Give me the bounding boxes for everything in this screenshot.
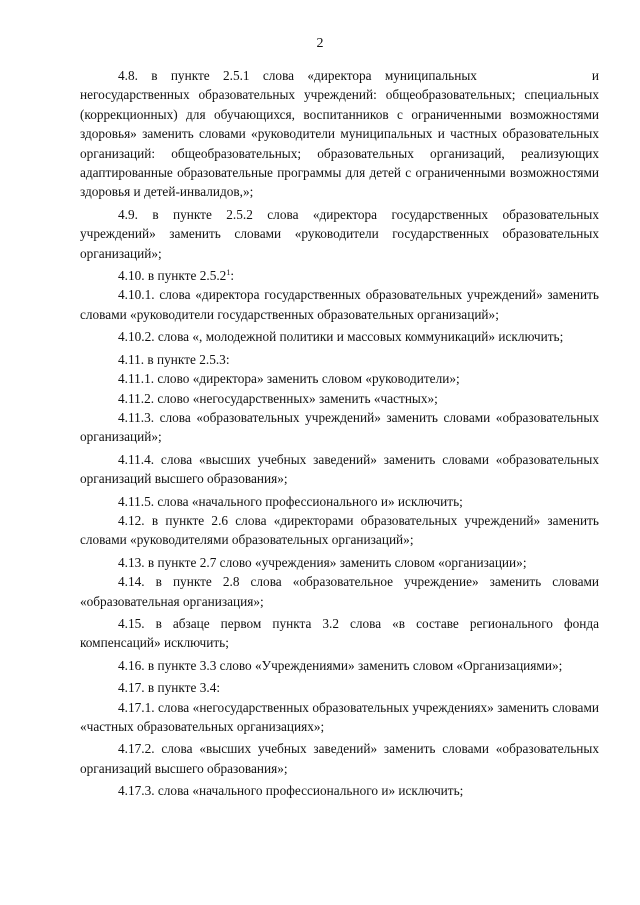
paragraph-4-11-1: 4.11.1. слово «директора» заменить словом «руководители»; [118, 371, 460, 387]
paragraph-4-10-1: 4.10.1. слова «директора государственных образовательных учреждений» заменить словами «руководители государственных образовательных организаций»; [80, 287, 599, 322]
page-number: 2 [316, 36, 324, 51]
paragraph-4-12: 4.12. в пункте 2.6 слова «директорами образовательных учреждений» заменить словами «руководителями образовательных организаций»; [80, 512, 599, 548]
paragraph-4-17-3: 4.17.3. слова «начального профессионального и» исключить; [118, 783, 464, 799]
document-body [80, 66, 599, 801]
paragraph-4-8: 4.8. в пункте 2.5.1 слова «директора муниципальных и негосударственных образовательных учреждений: общеобразовательных; специальных (коррекционных) для обучающихся, воспитанников с ограниченными возможностями здоровья» заменить словами «руководители муниципальных и частных образовательных организаций: общеобразовательных; образовательных организаций, реализующих адаптированные образовательные программы для детей с ограниченными возможностями здоровья и детей-инвалидов,»; [80, 68, 599, 200]
paragraph-4-11-3: 4.11.3. слова «образовательных учреждений» заменить словами «образовательных организаций»; [80, 409, 599, 445]
superscript-one: 1 [226, 268, 231, 278]
paragraph-4-10-2: 4.10.2. слова «, молодежной политики и массовых коммуникаций» исключить; [118, 329, 564, 345]
paragraph-4-11-2: 4.11.2. слово «негосударственных» заменить «частных»; [118, 390, 438, 406]
paragraph-4-17-2: 4.17.2. слова «высших учебных заведений» заменить словами «образовательных организаций высшего образования»; [80, 741, 599, 776]
paragraph-4-14: 4.14. в пункте 2.8 слова «образовательное учреждение» заменить словами «образовательная организация»; [80, 574, 599, 609]
paragraph-4-16: 4.16. в пункте 3.3 слово «Учреждениями» заменить словом «Организациями»; [118, 657, 563, 673]
paragraph-4-11: 4.11. в пункте 2.5.3: [118, 351, 230, 367]
paragraph-4-9: 4.9. в пункте 2.5.2 слова «директора государственных образовательных учреждений» заменить словами «руководители государственных образовательных организаций»; [80, 206, 599, 261]
paragraph-4-17-1: 4.17.1. слова «негосударственных образовательных учреждениях» заменить словами «частных образовательных организациях»; [80, 699, 599, 734]
paragraph-4-17: 4.17. в пункте 3.4: [118, 680, 221, 696]
paragraph-4-15: 4.15. в абзаце первом пункта 3.2 слова «в составе регионального фонда компенсаций» исключить; [80, 615, 599, 651]
paragraph-4-13: 4.13. в пункте 2.7 слово «учреждения» заменить словом «организации»; [118, 554, 527, 570]
paragraph-4-11-4: 4.11.4. слова «высших учебных заведений» заменить словами «образовательных организаций высшего образования»; [80, 451, 599, 487]
paragraph-4-11-5: 4.11.5. слова «начального профессионального и» исключить; [118, 493, 463, 509]
paragraph-4-10: 4.10. в пункте 2.5.2$^1$: [118, 268, 235, 284]
